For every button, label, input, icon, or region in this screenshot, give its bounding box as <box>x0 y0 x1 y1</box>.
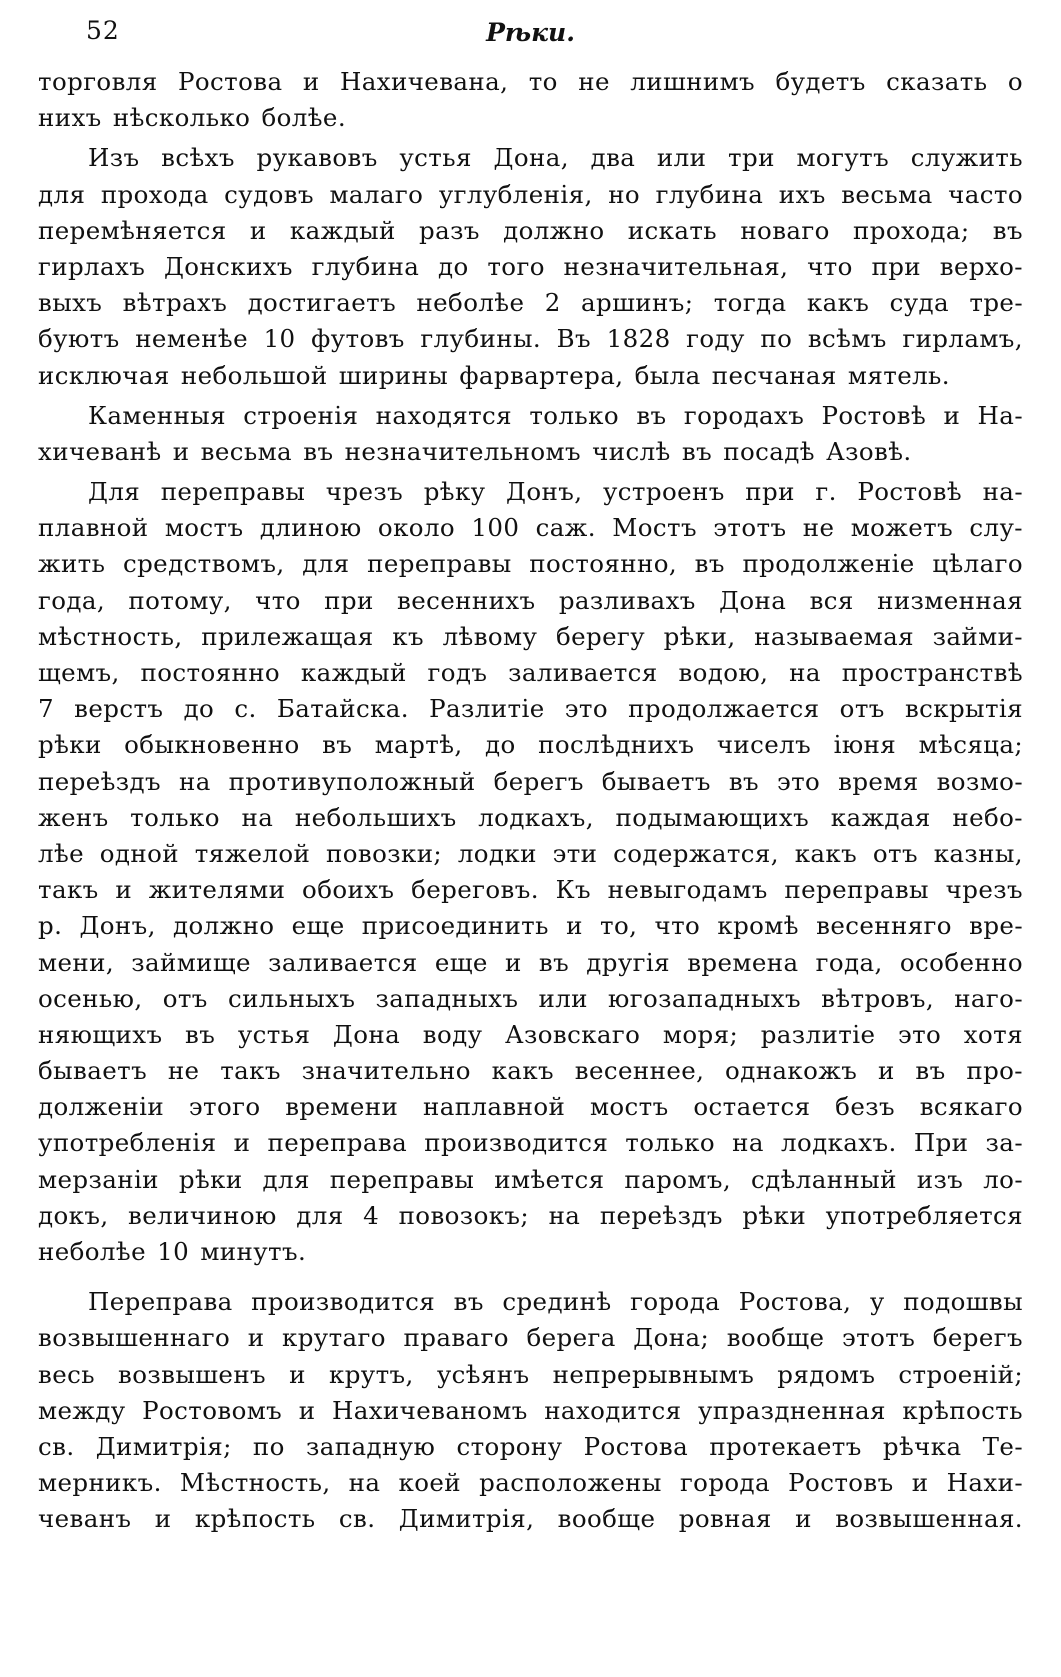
text-line: плавной мостъ длиною около 100 саж. Мостъ этотъ не можетъ слу- <box>38 513 1023 543</box>
page-number: 52 <box>86 16 120 45</box>
text-line: Изъ всѣхъ рукавовъ устья Дона, два или три могутъ служить <box>88 143 1023 173</box>
text-line: женъ только на небольшихъ лодкахъ, подымающихъ каждая небо- <box>38 802 1023 832</box>
text-line: исключая небольшой ширины фарвартера, была песчаная мятель. <box>38 360 950 390</box>
running-title: Рѣки. <box>486 18 575 47</box>
book-page <box>38 14 1023 1664</box>
text-line: возвышеннаго и крутаго праваго берега Дона; вообще этотъ берегъ <box>38 1323 1023 1353</box>
text-line: такъ и жителями обоихъ береговъ. Къ невыгодамъ переправы чрезъ <box>38 875 1023 905</box>
text-line: весь возвышенъ и крутъ, усѣянъ непрерывнымъ рядомъ строеній; <box>38 1359 1023 1389</box>
page-header <box>38 14 1023 64</box>
text-line: докъ, величиною для 4 повозокъ; на переѣздъ рѣки употребляется <box>38 1200 1023 1230</box>
text-line: 7 верстъ до с. Батайска. Разлитіе это продолжается отъ вскрытія <box>38 694 1023 724</box>
text-line: мерзаніи рѣки для переправы имѣется паромъ, сдѣланный изъ ло- <box>38 1164 1023 1194</box>
text-line: бываетъ не такъ значительно какъ весеннее, однакожъ и въ про- <box>38 1056 1023 1086</box>
text-line: хичеванѣ и весьма въ незначительномъ числѣ въ посадѣ Азовѣ. <box>38 436 912 466</box>
text-line: переѣздъ на противуположный берегъ бываетъ въ это время возмо- <box>38 766 1023 796</box>
text-line: неболѣе 10 минутъ. <box>38 1237 307 1266</box>
text-line: употребленія и переправа производится только на лодкахъ. При за- <box>38 1128 1023 1158</box>
paragraph <box>38 474 1023 1270</box>
text-line: выхъ вѣтрахъ достигаетъ неболѣе 2 аршинъ; тогда какъ суда тре- <box>38 288 1023 318</box>
text-line: Переправа производится въ срединѣ города Ростова, у подошвы <box>88 1287 1023 1317</box>
text-line: Для переправы чрезъ рѣку Донъ, устроенъ при г. Ростовѣ на- <box>88 477 1023 507</box>
text-line: мерникъ. Мѣстность, на коей расположены города Ростовъ и Нахи- <box>38 1468 1023 1498</box>
paragraph <box>38 1284 1023 1537</box>
text-line: нихъ нѣсколько болѣе. <box>38 103 347 133</box>
text-line: св. Димитрія; по западную сторону Ростова протекаетъ рѣчка Те- <box>38 1431 1023 1461</box>
text-line: р. Донъ, должно еще присоединить и то, что кромѣ весенняго вре- <box>38 911 1023 941</box>
text-line: для прохода судовъ малаго углубленія, но глубина ихъ весьма часто <box>38 179 1023 209</box>
text-line: буютъ неменѣе 10 футовъ глубины. Въ 1828 году по всѣмъ гирламъ, <box>38 324 1023 354</box>
text-line: осенью, отъ сильныхъ западныхъ или югозападныхъ вѣтровъ, наго- <box>38 983 1023 1013</box>
text-line: торговля Ростова и Нахичевана, то не лишнимъ будетъ сказать о <box>38 67 1023 96</box>
text-line: щемъ, постоянно каждый годъ заливается водою, на пространствѣ <box>38 658 1023 687</box>
text-line: гирлахъ Донскихъ глубина до того незначительная, что при верхо- <box>38 251 1023 281</box>
text-line: няющихъ въ устья Дона воду Азовскаго моря; разлитіе это хотя <box>38 1019 1023 1049</box>
paragraph <box>38 398 1023 470</box>
text-line: перемѣняется и каждый разъ должно искать новаго прохода; въ <box>38 215 1023 245</box>
text-line: чеванъ и крѣпость св. Димитрія, вообще ровная и возвышенная. <box>38 1504 1023 1534</box>
paragraph <box>38 64 1023 136</box>
text-line: мени, займище заливается еще и въ другія времена года, особенно <box>38 947 1023 977</box>
text-line: лѣе одной тяжелой повозки; лодки эти содержатся, какъ отъ казны, <box>38 838 1023 868</box>
text-line: между Ростовомъ и Нахичеваномъ находится упраздненная крѣпость <box>38 1395 1023 1425</box>
text-line: мѣстность, прилежащая къ лѣвому берегу рѣки, называемая займи- <box>38 621 1023 651</box>
paragraph <box>38 140 1023 393</box>
text-line: жить средствомъ, для переправы постоянно, въ продолженіе цѣлаго <box>38 549 1023 579</box>
text-line: Каменныя строенія находятся только въ городахъ Ростовѣ и На- <box>88 400 1023 430</box>
page-body <box>38 64 1023 1538</box>
text-line: долженіи этого времени наплавной мостъ остается безъ всякаго <box>38 1092 1023 1122</box>
text-line: рѣки обыкновенно въ мартѣ, до послѣднихъ чиселъ іюня мѣсяца; <box>38 730 1023 760</box>
text-line: года, потому, что при весеннихъ разливахъ Дона вся низменная <box>38 585 1023 615</box>
